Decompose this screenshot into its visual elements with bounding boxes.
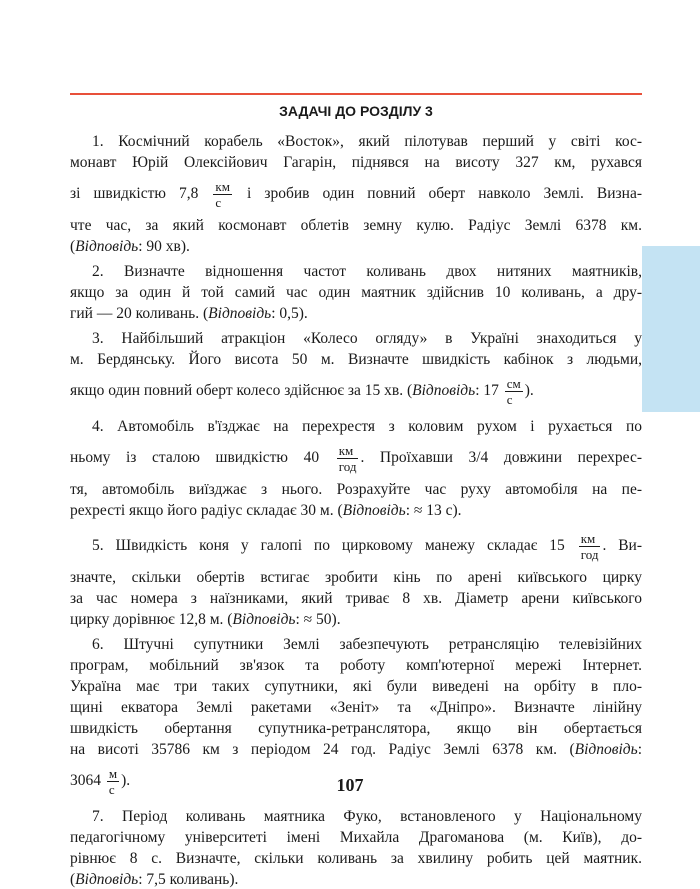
text-line: якщо один повний оберт колесо здійснює за 15 хв. (Відповідь: 17 $\frac{см}{с}$ ). xyxy=(70,375,534,407)
text-line: рехресті якщо його радіус складає 30 м. (Відповідь: ≈ 13 с). xyxy=(70,502,462,519)
unit-fraction xyxy=(579,531,601,562)
text-line: 6. Штучні супутники Землі забезпечують ретрансляцію телевізійних xyxy=(92,636,642,653)
section-heading: ЗАДАЧІ ДО РОЗДІЛУ 3 xyxy=(279,103,433,119)
text-line: програм, мобільний зв'язок та роботу комп'ютерної мережі Інтернет. xyxy=(70,657,642,674)
text-line: гий — 20 коливань. (Відповідь: 0,5). xyxy=(70,305,308,322)
text-line: 3. Найбільший атракціон «Колесо огляду» в Україні знаходиться у xyxy=(92,330,642,347)
fraction-numerator: км xyxy=(337,443,359,459)
header-rule xyxy=(70,93,642,95)
text-line: (Відповідь: 90 хв). xyxy=(70,238,190,255)
text-line: 1. Космічний корабель «Восток», який пілотував перший у світі кос- xyxy=(92,133,642,150)
fraction-denominator: год xyxy=(580,546,599,562)
fraction-denominator: с xyxy=(108,781,115,797)
text-line: м. Бердянську. Його висота 50 м. Визначте швидкість кабінок з людьми, xyxy=(70,351,642,368)
unit-fraction xyxy=(337,443,359,474)
text-line: педагогічному університеті імені Михайла Драгоманова (м. Київ), до- xyxy=(70,829,642,846)
text-line: на висоті 35786 км з періодом 24 год. Радіус Землі 6378 км. (Відповідь: xyxy=(70,741,642,758)
fraction-denominator: с xyxy=(506,391,513,407)
side-tab xyxy=(642,246,700,412)
text-line: 2. Визначте відношення частот коливань двох нитяних маятників, xyxy=(92,263,642,280)
text-line: цирку дорівнює 12,8 м. (Відповідь: ≈ 50). xyxy=(70,611,341,628)
page-number: 107 xyxy=(336,775,364,795)
text-line: монавт Юрій Олексійович Гагарін, піднявся на висоту 327 км, рухався xyxy=(70,154,642,171)
unit-fraction xyxy=(505,376,523,407)
text-line: за час номера з наїзниками, який триває 8 хв. Діаметр арени київського xyxy=(70,590,642,607)
text-line: ньому із сталою швидкістю 40 $\frac{км}{\text{год}}$ . Проїхавши 3/4 довжини перехрес- xyxy=(70,442,642,474)
text-line: (Відповідь: 7,5 коливань). xyxy=(70,871,239,888)
fraction-numerator: м xyxy=(108,765,118,781)
text-line: швидкість обертання супутника-ретранслятора, якщо він обертається xyxy=(70,720,642,737)
fraction-numerator: см xyxy=(506,375,521,391)
text-line: якщо за один й той самий час один маятник здійснив 10 коливань, а дру- xyxy=(70,284,642,301)
fraction-denominator: год xyxy=(338,458,357,474)
text-line: зі швидкістю 7,8 $\frac{км}{с}$ і зробив один повний оберт навколо Землі. Визна- xyxy=(70,178,642,210)
text-line: щині екватора Землі ракетами «Зеніт» та «Дніпро». Визначте лінійну xyxy=(70,699,642,716)
text-line: тя, автомобіль виїзджає з нього. Розрахуйте час руху автомобіля на пе- xyxy=(70,481,642,498)
text-line: значте, скільки обертів встигає зробити кінь по арені київського цирку xyxy=(70,569,642,586)
fraction-numerator: км xyxy=(215,178,230,194)
fraction-denominator: с xyxy=(215,194,222,210)
text-line: 3064 $\frac{м}{с}$ ). xyxy=(70,765,131,797)
text-line: Україна має три таких супутники, які були виведені на орбіту в пло- xyxy=(70,678,642,695)
fraction-numerator: км xyxy=(579,531,601,547)
text-line: 4. Автомобіль в'їзджає на перехрестя з коловим рухом і рухається по xyxy=(92,418,642,435)
text-line: 7. Період коливань маятника Фуко, встановленого у Національному xyxy=(92,808,642,825)
text-line: рівнює 8 с. Визначте, скільки коливань за хвилину робить цей маятник. xyxy=(70,850,642,867)
text-line: 5. Швидкість коня у галопі по цирковому манежу складає 15 $\frac{км}{\text{год}}$ . Ви- xyxy=(92,530,643,562)
text-line: чте час, за який космонавт облетів земну кулю. Радіус Землі 6378 км. xyxy=(70,217,642,234)
unit-fraction xyxy=(213,179,232,210)
